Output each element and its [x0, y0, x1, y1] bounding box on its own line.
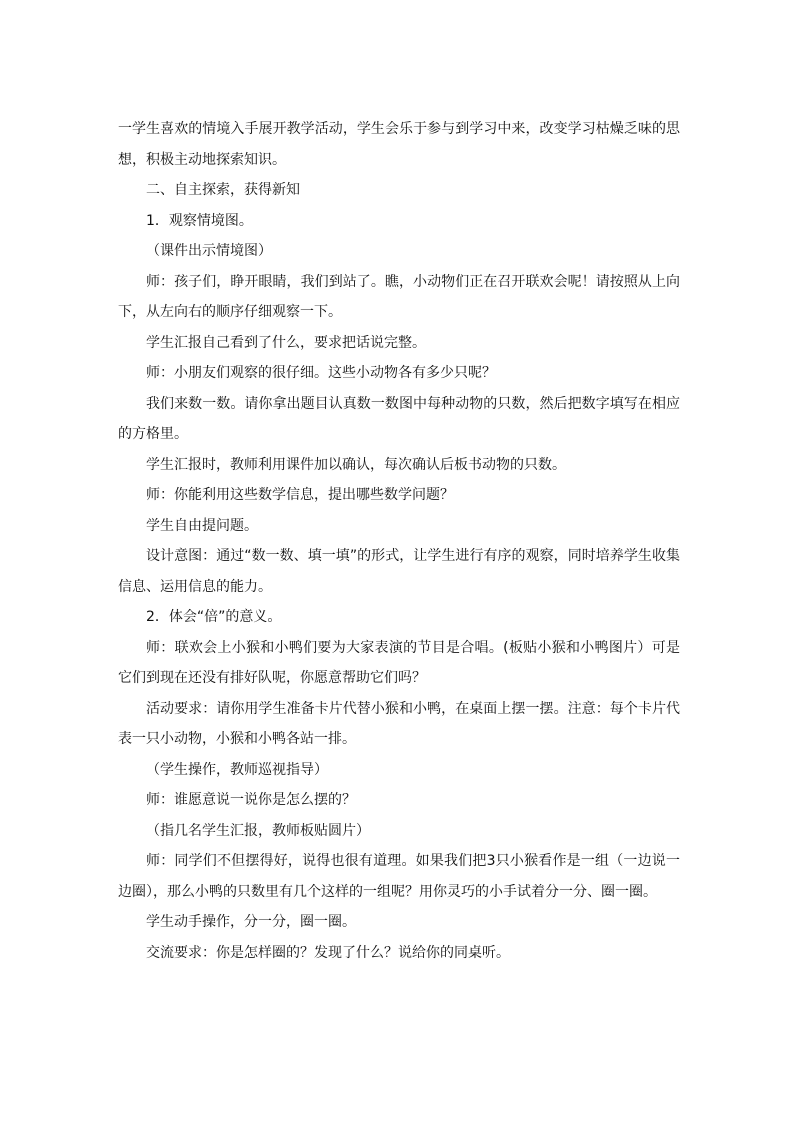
paragraph: （指几名学生汇报，教师板贴圆片）: [146, 822, 370, 839]
paragraph: （学生操作，教师巡视指导）: [146, 761, 328, 778]
paragraph: （课件出示情境图）: [146, 243, 272, 259]
paragraph: 师：小朋友们观察的很仔细。这些小动物各有多少只呢？: [146, 365, 496, 381]
paragraph: 师：孩子们，睁开眼睛，我们到站了。瞧，小动物们正在召开联欢会呢！请按照从上向下，从左向右的顺序仔细观察一下。: [118, 273, 680, 320]
paragraph: 师：同学们不但摆得好，说得也很有道理。如果我们把3只小猴看作是一组（一边说一边圈），那么小鸭的只数里有几个这样的一组呢？用你灵巧的小手试着分一分、圈一圈。: [118, 853, 680, 900]
paragraph: 学生自由提问题。: [146, 517, 258, 534]
paragraph: 一学生喜欢的情境入手展开教学活动，学生会乐于参与到学习中来，改变学习枯燥乏味的思想，积极主动地探索知识。: [118, 121, 680, 168]
paragraph: 交流要求：你是怎样圈的？发现了什么？说给你的同桌听。: [146, 944, 510, 961]
paragraph: 师：谁愿意说一说你是怎么摆的？: [146, 792, 356, 808]
paragraph: 学生动手操作，分一分，圈一圈。: [146, 914, 356, 930]
paragraph: 活动要求：请你用学生准备卡片代替小猴和小鸭，在桌面上摆一摆。注意：每个卡片代表一只小动物，小猴和小鸭各站一排。: [118, 700, 680, 747]
paragraph: 设计意图：通过“数一数、填一填”的形式，让学生进行有序的观察，同时培养学生收集信息、运用信息的能力。: [118, 548, 680, 595]
document-body: [118, 114, 680, 968]
paragraph: 学生汇报自己看到了什么，要求把话说完整。: [146, 334, 426, 351]
paragraph: 师：联欢会上小猴和小鸭们要为大家表演的节目是合唱。(板贴小猴和小鸭图片）可是它们到现在还没有排好队呢，你愿意帮助它们吗？: [118, 639, 680, 686]
subsection-heading: 1．观察情境图。: [146, 212, 253, 229]
paragraph: 我们来数一数。请你拿出题目认真数一数图中每种动物的只数，然后把数字填写在相应的方格里。: [118, 395, 680, 442]
paragraph: 学生汇报时，教师利用课件加以确认，每次确认后板书动物的只数。: [146, 456, 566, 473]
section-heading: 二、自主探索，获得新知: [146, 182, 300, 198]
paragraph: 师：你能利用这些数学信息，提出哪些数学问题？: [146, 487, 454, 503]
subsection-heading: 2．体会“倍”的意义。: [146, 609, 282, 625]
